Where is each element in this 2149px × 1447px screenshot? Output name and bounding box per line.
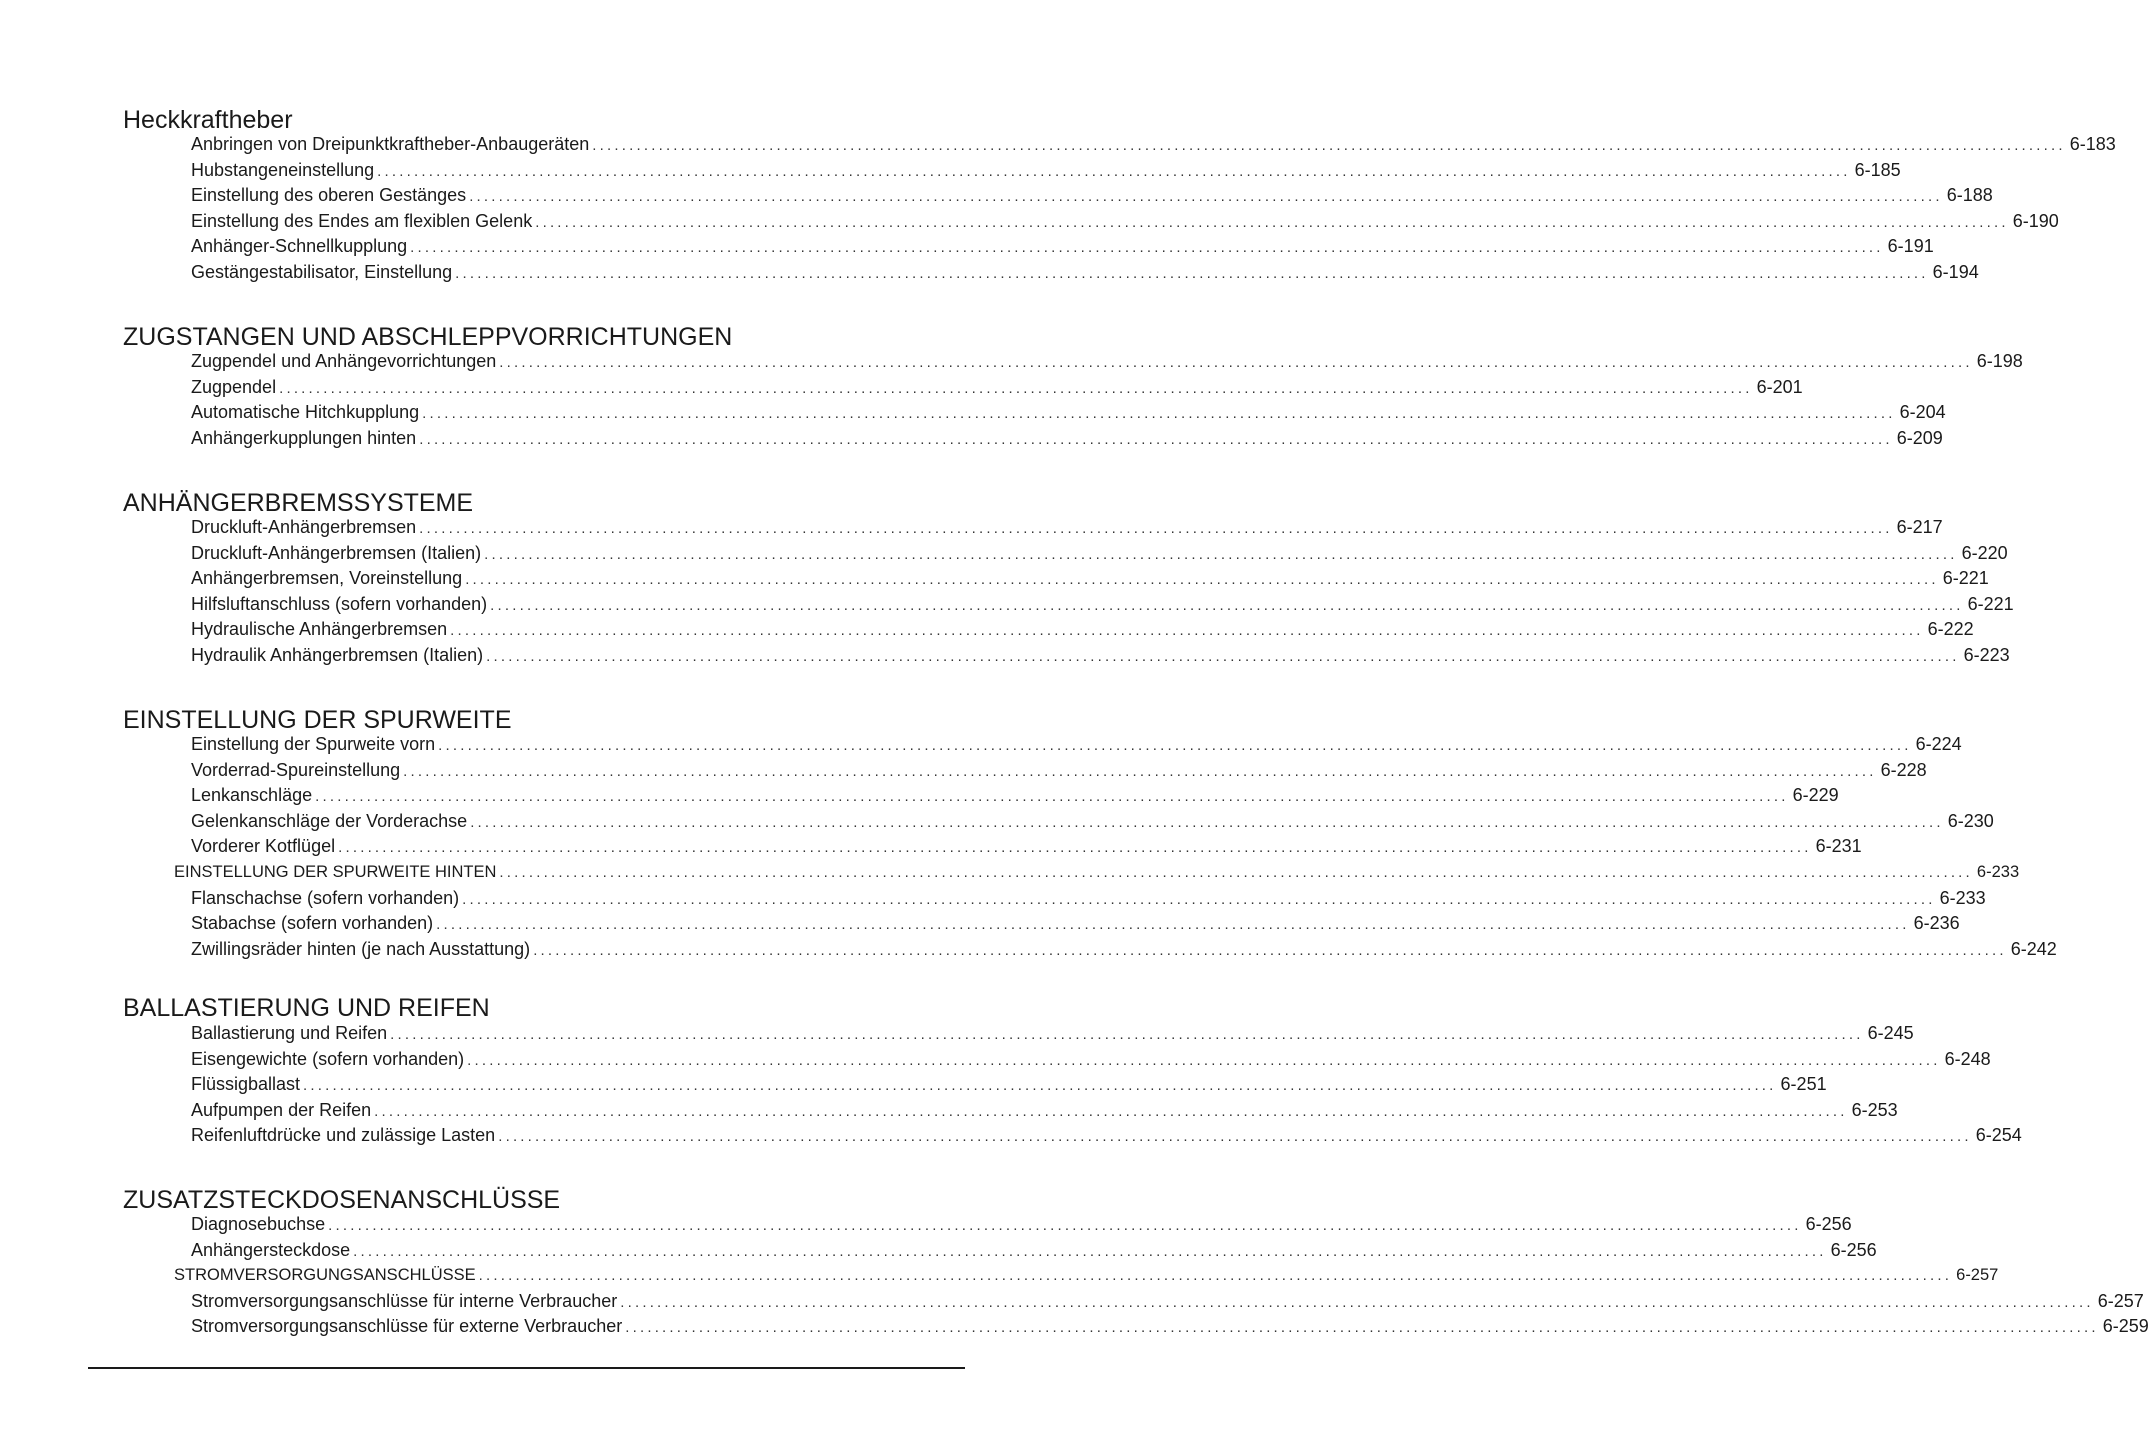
toc-page-number: 6-257 — [2097, 1290, 2144, 1311]
dot-leader: ........................................................................................................................................................................................................ — [478, 1267, 1953, 1285]
toc-page-number: 6-257 — [1956, 1266, 1999, 1285]
toc-entry-label: STROMVERSORGUNGSANSCHLÜSSE — [174, 1266, 476, 1285]
toc-entry-label: Hilfsluftanschluss (sofern vorhanden) — [191, 593, 488, 614]
toc-entry[interactable] — [191, 184, 1993, 208]
toc-entry-label: Einstellung des Endes am flexiblen Gelenk — [191, 210, 533, 231]
toc-entry[interactable] — [191, 210, 2059, 234]
dot-leader: ........................................................................................................................................................................................................ — [419, 520, 1893, 537]
toc-entry[interactable] — [191, 376, 1803, 400]
toc-entry[interactable] — [191, 567, 1989, 591]
toc-page-number: 6-233 — [1976, 863, 2020, 881]
toc-subsection-entry[interactable] — [174, 1264, 1999, 1287]
dot-leader: ........................................................................................................................................................................................................ — [462, 890, 1936, 908]
dot-leader: ........................................................................................................................................................................................................ — [469, 188, 1943, 206]
toc-entry[interactable] — [191, 912, 1960, 936]
toc-page-number: 6-224 — [1915, 734, 1962, 754]
toc-entry-label: Anbringen von Dreipunktkraftheber-Anbaugeräten — [191, 134, 590, 154]
toc-page-number: 6-228 — [1880, 759, 1927, 780]
dot-leader: ........................................................................................................................................................................................................ — [436, 916, 1910, 934]
section-heading: ZUSATZSTECKDOSENANSCHLÜSSE — [123, 1186, 561, 1214]
toc-entry[interactable] — [191, 350, 2023, 374]
toc-entry-label: Gestängestabilisator, Einstellung — [191, 262, 453, 282]
toc-entry[interactable] — [191, 1239, 1877, 1263]
toc-entry-label: Anhängerbremsen, Voreinstellung — [191, 568, 463, 589]
toc-entry[interactable] — [191, 810, 1994, 834]
toc-page-number: 6-242 — [2010, 938, 2057, 959]
toc-page-number: 6-191 — [1887, 236, 1934, 257]
toc-entry-label: Stabachse (sofern vorhanden) — [191, 913, 434, 934]
toc-subsection-entry[interactable] — [174, 861, 2020, 884]
section-heading: EINSTELLUNG DER SPURWEITE — [123, 706, 512, 734]
toc-entry-label: Zugpendel und Anhängevorrichtungen — [191, 351, 497, 371]
dot-leader: ........................................................................................................................................................................................................ — [467, 1051, 1941, 1069]
toc-entry[interactable] — [191, 618, 1974, 642]
toc-entry-label: Eisengewichte (sofern vorhanden) — [191, 1048, 465, 1069]
toc-page-number: 6-194 — [1932, 262, 1979, 282]
dot-leader: ........................................................................................................................................................................................................ — [410, 239, 1884, 257]
toc-entry-label: Flüssigballast — [191, 1074, 301, 1095]
toc-page-number: 6-183 — [2069, 134, 2116, 154]
toc-entry-label: Stromversorgungsanschlüsse für interne Verbraucher — [191, 1290, 618, 1311]
dot-leader: ........................................................................................................................................................................................................ — [403, 762, 1877, 780]
dot-leader: ........................................................................................................................................................................................................ — [470, 813, 1944, 831]
toc-page-number: 6-248 — [1944, 1048, 1991, 1069]
toc-page-number: 6-209 — [1896, 427, 1943, 448]
toc-entry[interactable] — [191, 784, 1839, 808]
section-heading: ANHÄNGERBREMSSYSTEME — [123, 489, 474, 517]
toc-entry-label: Gelenkanschläge der Vorderachse — [191, 810, 468, 831]
toc-page-number: 6-223 — [1963, 645, 2010, 665]
dot-leader: ........................................................................................................................................................................................................ — [390, 1026, 1864, 1043]
toc-entry-label: Automatische Hitchkupplung — [191, 402, 420, 423]
dot-leader: ........................................................................................................................................................................................................ — [338, 839, 1812, 857]
toc-entry[interactable] — [191, 1315, 2149, 1339]
section-heading: ZUGSTANGEN UND ABSCHLEPPVORRICHTUNGEN — [123, 323, 733, 351]
dot-leader: ........................................................................................................................................................................................................ — [377, 162, 1851, 180]
toc-entry-label: Druckluft-Anhängerbremsen (Italien) — [191, 542, 482, 563]
toc-entry-label: Vorderer Kotflügel — [191, 836, 336, 857]
dot-leader: ........................................................................................................................................................................................................ — [620, 1293, 2094, 1311]
toc-entry-label: Ballastierung und Reifen — [191, 1023, 388, 1043]
toc-entry-label: Hubstangeneinstellung — [191, 159, 375, 180]
toc-page-number: 6-253 — [1851, 1099, 1898, 1120]
dot-leader: ........................................................................................................................................................................................................ — [533, 941, 2007, 959]
toc-entry-label: Zwillingsräder hinten (je nach Ausstattung) — [191, 938, 531, 959]
toc-page-number: 6-254 — [1975, 1125, 2022, 1146]
toc-entry-label: Lenkanschläge — [191, 785, 313, 806]
toc-page-number: 6-236 — [1913, 913, 1960, 934]
toc-page-number: 6-204 — [1899, 402, 1946, 423]
dot-leader: ........................................................................................................................................................................................................ — [419, 430, 1893, 448]
toc-entry-label: Diagnosebuchse — [191, 1214, 326, 1234]
dot-leader: ........................................................................................................................................................................................................ — [625, 1319, 2099, 1337]
toc-entry[interactable] — [191, 759, 1927, 783]
dot-leader: ........................................................................................................................................................................................................ — [592, 137, 2066, 154]
dot-leader: ........................................................................................................................................................................................................ — [315, 788, 1789, 806]
dot-leader: ........................................................................................................................................................................................................ — [484, 545, 1958, 563]
dot-leader: ........................................................................................................................................................................................................ — [328, 1217, 1802, 1234]
toc-entry[interactable] — [191, 235, 1934, 259]
toc-entry[interactable] — [191, 733, 1962, 757]
toc-entry-label: Hydraulik Anhängerbremsen (Italien) — [191, 645, 484, 665]
toc-entry[interactable] — [191, 1048, 1991, 1072]
toc-entry[interactable] — [191, 1099, 1898, 1123]
toc-page-number: 6-256 — [1830, 1239, 1877, 1260]
toc-entry-label: Einstellung des oberen Gestänges — [191, 185, 467, 206]
dot-leader: ........................................................................................................................................................................................................ — [490, 596, 1964, 614]
toc-entry[interactable] — [191, 159, 1901, 183]
toc-entry[interactable] — [191, 644, 2010, 668]
toc-page-number: 6-222 — [1927, 619, 1974, 640]
toc-entry[interactable] — [191, 938, 2057, 962]
toc-page-number: 6-221 — [1942, 568, 1989, 589]
toc-entry[interactable] — [191, 1073, 1827, 1097]
dot-leader: ........................................................................................................................................................................................................ — [535, 213, 2009, 231]
toc-entry-label: Anhänger-Schnellkupplung — [191, 236, 408, 257]
toc-page-number: 6-233 — [1939, 887, 1986, 908]
toc-entry[interactable] — [191, 1124, 2022, 1148]
toc-entry[interactable] — [191, 401, 1946, 425]
toc-entry[interactable] — [191, 1022, 1914, 1046]
section-heading: BALLASTIERUNG UND REIFEN — [123, 994, 490, 1022]
toc-page-number: 6-188 — [1946, 185, 1993, 206]
dot-leader: ........................................................................................................................................................................................................ — [450, 622, 1924, 640]
toc-entry-label: Hydraulische Anhängerbremsen — [191, 619, 448, 640]
dot-leader: ........................................................................................................................................................................................................ — [455, 265, 1929, 282]
dot-leader: ........................................................................................................................................................................................................ — [486, 648, 1960, 665]
toc-entry-label: Einstellung der Spurweite vorn — [191, 734, 436, 754]
toc-entry-label: Flanschachse (sofern vorhanden) — [191, 887, 460, 908]
toc-page-number: 6-245 — [1867, 1023, 1914, 1043]
section-heading: Heckkraftheber — [123, 106, 293, 134]
bottom-divider — [88, 1367, 965, 1369]
dot-leader: ........................................................................................................................................................................................................ — [353, 1242, 1827, 1260]
toc-entry[interactable] — [191, 133, 2116, 157]
toc-page-number: 6-230 — [1947, 810, 1994, 831]
toc-page-number: 6-259 — [2102, 1316, 2149, 1337]
toc-entry-label: Zugpendel — [191, 376, 277, 397]
toc-entry[interactable] — [191, 427, 1943, 451]
toc-entry[interactable] — [191, 516, 1943, 540]
toc-entry-label: Anhängersteckdose — [191, 1239, 351, 1260]
toc-entry[interactable] — [191, 593, 2014, 617]
toc-entry[interactable] — [191, 261, 1979, 285]
toc-page-number: 6-229 — [1792, 785, 1839, 806]
toc-entry-label: Vorderrad-Spureinstellung — [191, 759, 401, 780]
toc-page-number: 6-190 — [2012, 210, 2059, 231]
toc-page-number: 6-185 — [1854, 159, 1901, 180]
toc-entry-label: Aufpumpen der Reifen — [191, 1099, 372, 1120]
toc-entry-label: Stromversorgungsanschlüsse für externe Verbraucher — [191, 1316, 623, 1337]
toc-entry[interactable] — [191, 835, 1862, 859]
toc-page-number: 6-220 — [1961, 542, 2008, 563]
toc-page-number: 6-201 — [1756, 376, 1803, 397]
toc-entry-label: Druckluft-Anhängerbremsen — [191, 517, 417, 537]
toc-entry[interactable] — [191, 542, 2008, 566]
toc-page-number: 6-251 — [1780, 1074, 1827, 1095]
toc-page-number: 6-198 — [1976, 351, 2023, 371]
dot-leader: ........................................................................................................................................................................................................ — [279, 379, 1753, 397]
dot-leader: ........................................................................................................................................................................................................ — [465, 571, 1939, 589]
dot-leader: ........................................................................................................................................................................................................ — [499, 864, 1973, 881]
toc-page-number: 6-217 — [1896, 517, 1943, 537]
toc-page-number: 6-221 — [1967, 593, 2014, 614]
toc-entry[interactable] — [191, 887, 1986, 911]
toc-entry[interactable] — [191, 1213, 1852, 1237]
toc-entry-label: EINSTELLUNG DER SPURWEITE HINTEN — [174, 863, 497, 881]
dot-leader: ........................................................................................................................................................................................................ — [422, 405, 1896, 423]
toc-page-number: 6-256 — [1805, 1214, 1852, 1234]
dot-leader: ........................................................................................................................................................................................................ — [374, 1102, 1848, 1120]
toc-entry-label: Anhängerkupplungen hinten — [191, 427, 417, 448]
dot-leader: ........................................................................................................................................................................................................ — [303, 1077, 1777, 1095]
toc-page-number: 6-231 — [1815, 836, 1862, 857]
toc-entry-label: Reifenluftdrücke und zulässige Lasten — [191, 1125, 496, 1146]
dot-leader: ........................................................................................................................................................................................................ — [498, 1128, 1972, 1146]
dot-leader: ........................................................................................................................................................................................................ — [438, 737, 1912, 754]
dot-leader: ........................................................................................................................................................................................................ — [499, 354, 1973, 371]
toc-entry[interactable] — [191, 1290, 2144, 1314]
